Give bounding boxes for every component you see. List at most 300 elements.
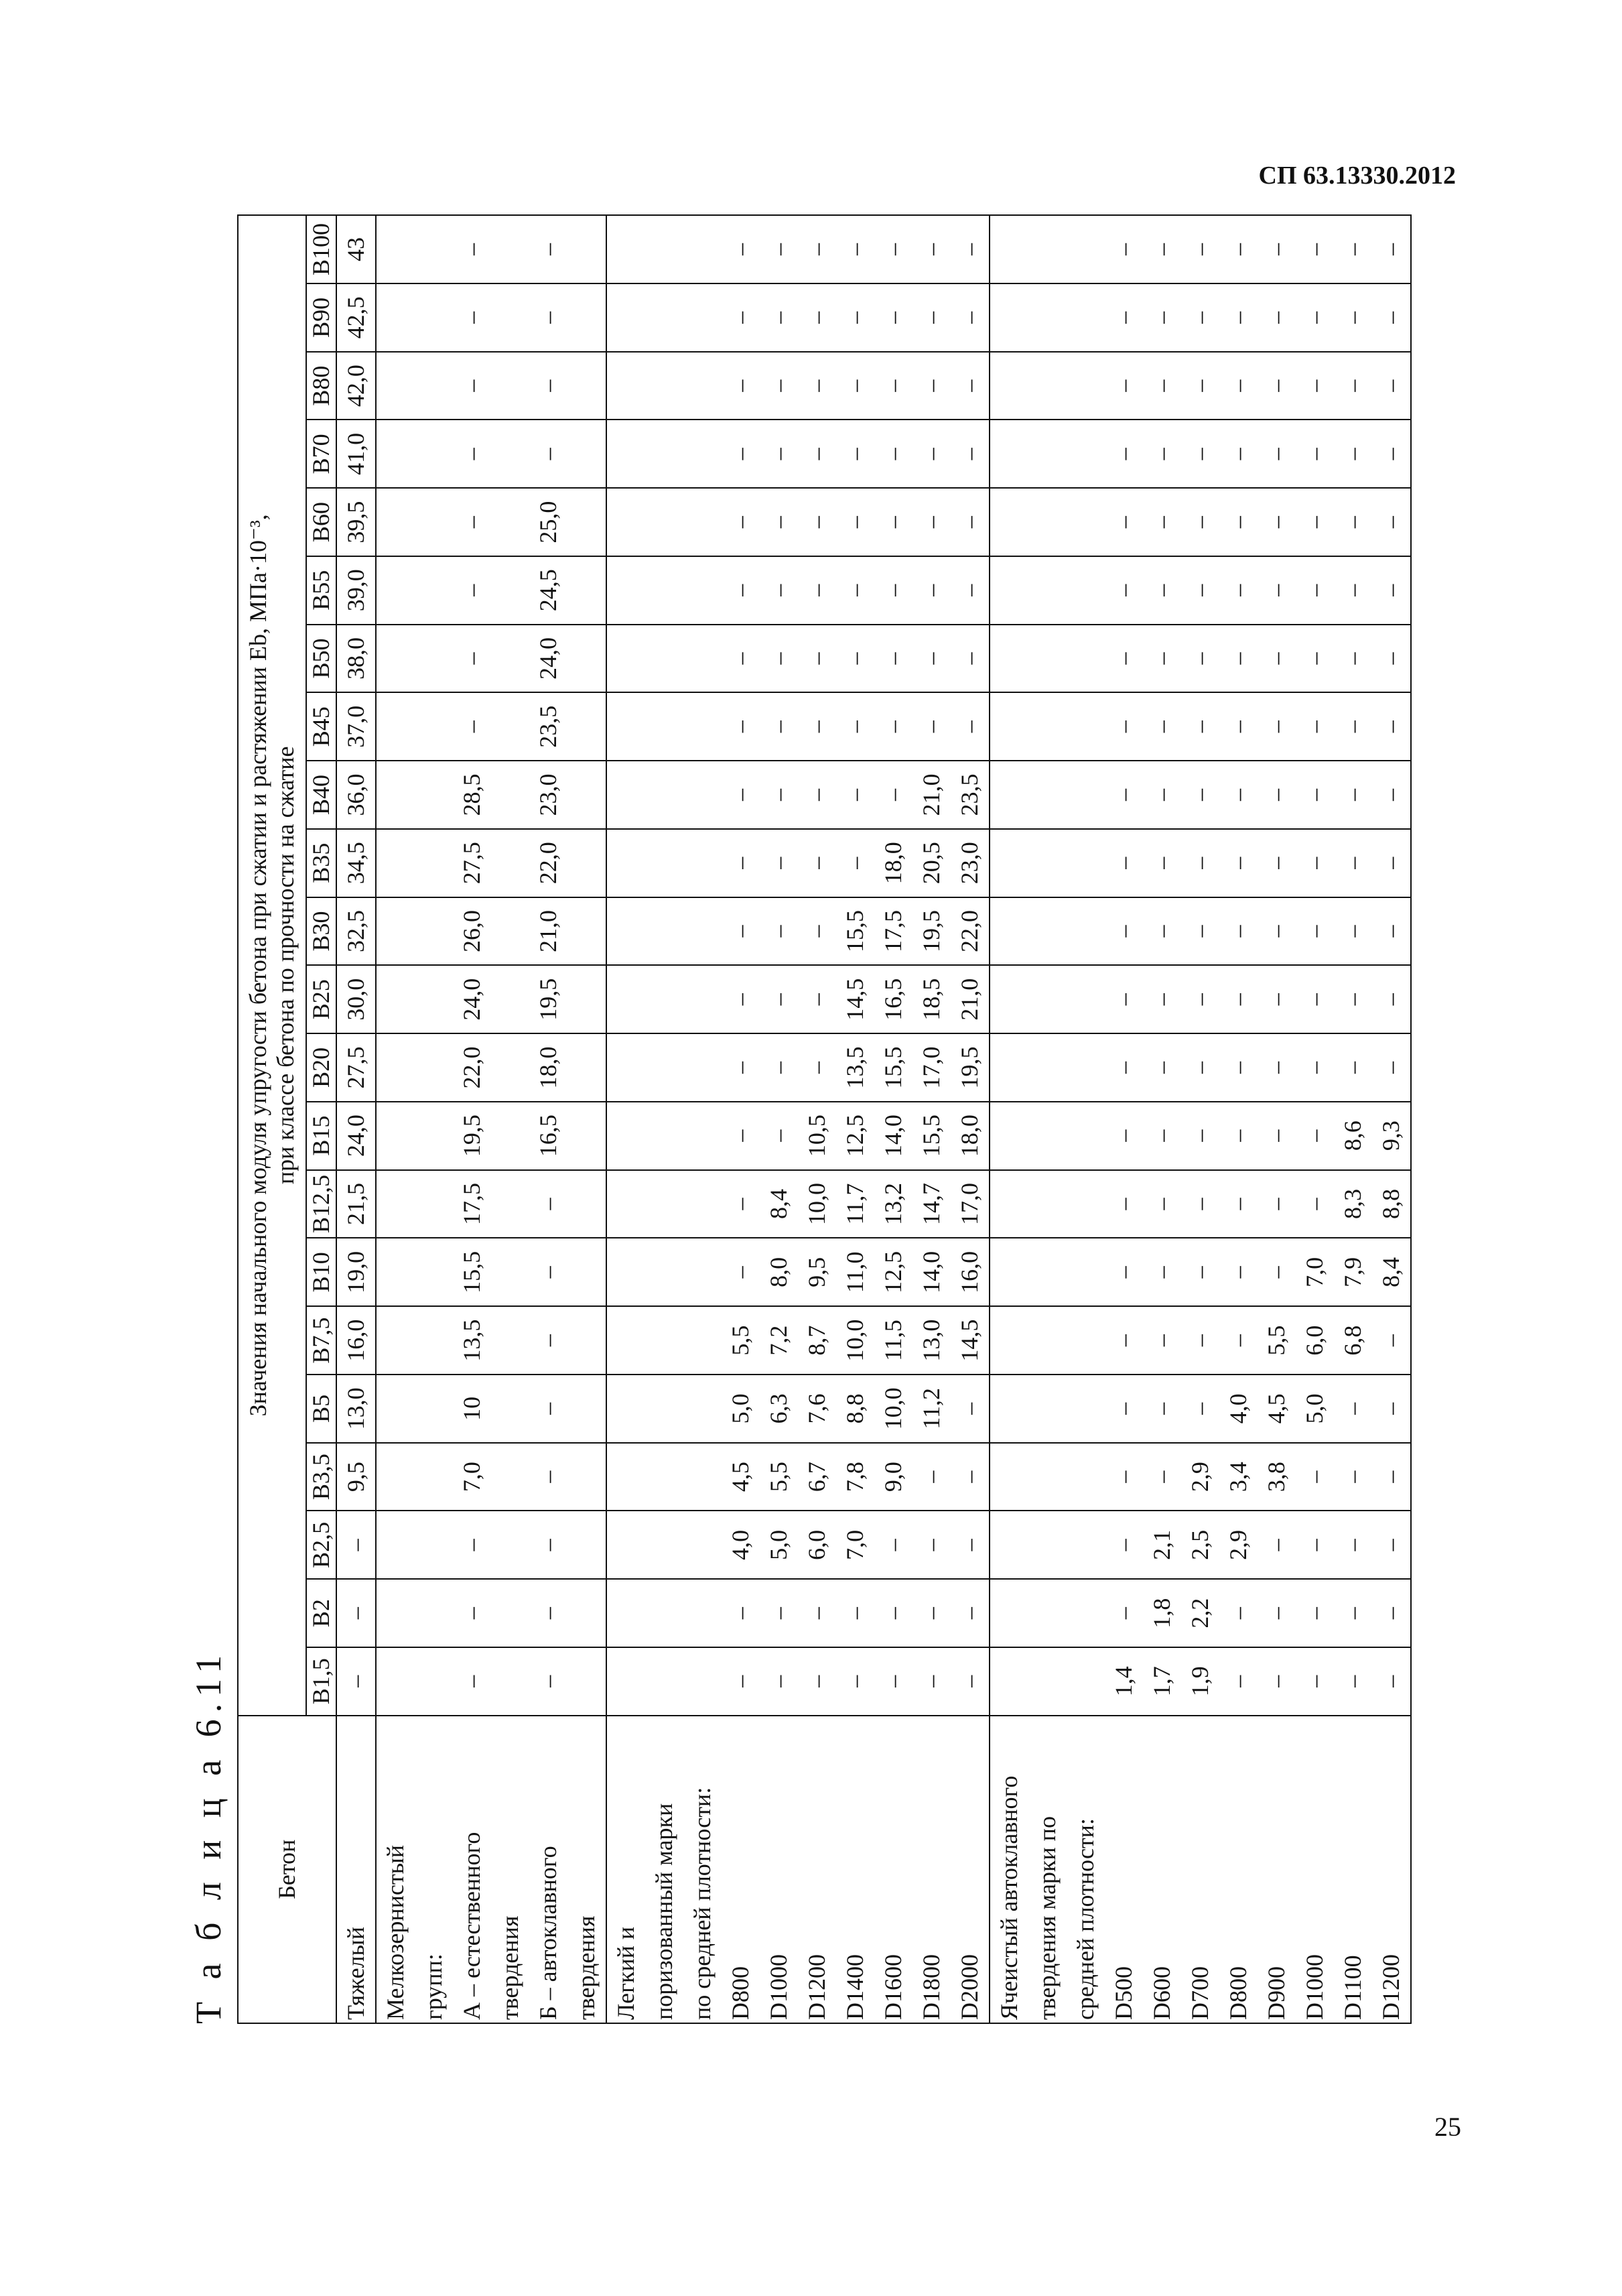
value-text: – [1301, 789, 1329, 801]
value-text: – [1110, 379, 1138, 392]
value-text: 4,5 [727, 1462, 754, 1492]
value-text: – [1148, 1334, 1176, 1347]
value-text: 15,5 [841, 909, 869, 952]
value-text: – [1377, 652, 1405, 665]
value-cell [376, 1102, 606, 1170]
class-header: B60 [306, 488, 336, 556]
value-text: – [1301, 516, 1329, 529]
document-code: СП 63.13330.2012 [1258, 162, 1456, 190]
value-text: 17,0 [918, 1046, 945, 1089]
value-cell [336, 352, 376, 420]
concrete-label-line: D2000 [956, 1954, 984, 2020]
value-text: 19,5 [535, 978, 562, 1021]
value-text: – [1339, 1061, 1367, 1074]
value-text: 18,0 [880, 842, 907, 885]
value-text: – [880, 584, 907, 596]
value-cell [990, 692, 1411, 761]
value-text: 24,0 [458, 978, 486, 1021]
value-text: 6,3 [765, 1393, 793, 1424]
value-text: – [841, 516, 869, 529]
value-text: – [1263, 993, 1290, 1006]
concrete-label-line: D1000 [1301, 1954, 1329, 2020]
value-text: 23,5 [535, 705, 562, 748]
value-text: – [727, 1129, 754, 1142]
value-text: 23,0 [535, 773, 562, 816]
value-text: – [1187, 720, 1214, 733]
value-text: – [1110, 448, 1138, 460]
value-text: – [1225, 652, 1252, 665]
class-header: B5 [306, 1375, 336, 1443]
value-text: 9,5 [803, 1257, 831, 1287]
value-cell [990, 1102, 1411, 1170]
value-text: – [458, 516, 486, 529]
value-text: – [1263, 379, 1290, 392]
value-text: – [1377, 720, 1405, 733]
value-text: 14,0 [880, 1114, 907, 1157]
value-text: – [727, 584, 754, 596]
value-text: – [918, 1470, 945, 1483]
concrete-type-cell [336, 1716, 376, 2023]
value-text: – [1225, 856, 1252, 869]
value-text: 14,7 [918, 1182, 945, 1225]
value-text: – [918, 1675, 945, 1687]
concrete-label-line: Тяжелый [342, 1927, 370, 2020]
value-cell [990, 1579, 1411, 1647]
value-text: – [803, 993, 831, 1006]
value-text: – [727, 652, 754, 665]
value-text: – [1148, 584, 1176, 596]
concrete-label-line: D1600 [880, 1954, 907, 2020]
class-header: B25 [306, 965, 336, 1033]
value-text: – [1301, 448, 1329, 460]
value-text: – [458, 243, 486, 255]
value-cell [990, 352, 1411, 420]
value-cell [990, 1170, 1411, 1238]
value-text: – [1148, 856, 1176, 869]
concrete-label-line: твердения [573, 1915, 600, 2020]
value-text: 21,5 [342, 1182, 370, 1225]
concrete-header: Бетон [238, 1716, 336, 2023]
value-cell [376, 1170, 606, 1238]
value-text: – [803, 652, 831, 665]
value-text: 10,5 [803, 1114, 831, 1157]
table-row [606, 215, 990, 2023]
value-text: – [1301, 1607, 1329, 1620]
value-text: 16,5 [880, 978, 907, 1021]
value-text: – [1225, 993, 1252, 1006]
value-text: – [1339, 311, 1367, 324]
value-text: 18,5 [918, 978, 945, 1021]
value-text: – [1339, 584, 1367, 596]
value-cell [376, 1033, 606, 1102]
value-text: – [1110, 720, 1138, 733]
value-text: – [1225, 789, 1252, 801]
value-text: – [1263, 1539, 1290, 1551]
value-text: – [803, 584, 831, 596]
value-text: – [1110, 243, 1138, 255]
value-text: 24,0 [535, 637, 562, 680]
value-text: – [1148, 789, 1176, 801]
value-text: – [458, 448, 486, 460]
concrete-label-line: твердения марки по [1034, 1816, 1061, 2020]
value-text: – [1339, 516, 1367, 529]
value-text: – [956, 720, 984, 733]
value-cell [990, 1647, 1411, 1716]
concrete-label-line: D700 [1187, 1966, 1214, 2020]
value-cell [336, 625, 376, 693]
value-cell [336, 1170, 376, 1238]
value-text: 8,0 [765, 1257, 793, 1287]
value-cell [990, 215, 1411, 283]
value-text: 7,6 [803, 1393, 831, 1424]
value-text: 8,8 [841, 1393, 869, 1424]
value-text: – [918, 1607, 945, 1620]
value-text: – [1263, 516, 1290, 529]
value-text: – [1263, 1198, 1290, 1210]
value-text: – [918, 448, 945, 460]
value-text: – [803, 1607, 831, 1620]
value-cell [606, 965, 990, 1033]
value-text: – [918, 584, 945, 596]
value-text: – [1187, 1129, 1214, 1142]
value-text: – [765, 1129, 793, 1142]
value-header-line1: Значения начального модуля упругости бетона при сжатии и растяжении Eb, МПа·10⁻³, [244, 514, 271, 1417]
class-header: B35 [306, 829, 336, 897]
value-text: – [1187, 516, 1214, 529]
value-text: 9,5 [342, 1462, 370, 1492]
value-text: – [1339, 243, 1367, 255]
value-cell [336, 1238, 376, 1306]
value-text: – [1377, 993, 1405, 1006]
value-text: – [1301, 1470, 1329, 1483]
value-text: – [918, 243, 945, 255]
value-text: – [727, 993, 754, 1006]
value-text: – [918, 516, 945, 529]
concrete-label-line: D1200 [1377, 1954, 1405, 2020]
page-number: 25 [1434, 2112, 1461, 2142]
value-text: 17,5 [458, 1182, 486, 1225]
value-text: – [880, 1607, 907, 1620]
value-text: 34,5 [342, 842, 370, 885]
class-header: B15 [306, 1102, 336, 1170]
value-text: – [1110, 993, 1138, 1006]
value-text: – [918, 1539, 945, 1551]
value-text: – [1339, 720, 1367, 733]
value-text: – [918, 652, 945, 665]
value-text: – [1148, 1470, 1176, 1483]
value-text: – [1263, 1129, 1290, 1142]
value-cell [336, 897, 376, 966]
value-text: – [1225, 448, 1252, 460]
value-text: – [918, 720, 945, 733]
value-text: – [1187, 584, 1214, 596]
value-text: – [1110, 856, 1138, 869]
value-cell [606, 352, 990, 420]
value-text: – [1339, 993, 1367, 1006]
value-text: – [1148, 993, 1176, 1006]
value-text: 30,0 [342, 978, 370, 1021]
value-text: – [1187, 925, 1214, 938]
value-text: – [765, 311, 793, 324]
value-text: 5,5 [765, 1462, 793, 1492]
value-text: 22,0 [458, 1046, 486, 1089]
value-text: – [1263, 1266, 1290, 1279]
value-text: – [1110, 925, 1138, 938]
value-text: – [1225, 720, 1252, 733]
value-text: – [1225, 379, 1252, 392]
value-text: – [1148, 652, 1176, 665]
value-text: 17,5 [880, 909, 907, 952]
value-text: – [727, 1198, 754, 1210]
value-text: 23,5 [956, 773, 984, 816]
value-text: – [535, 1198, 562, 1210]
value-text: 1,7 [1148, 1666, 1176, 1697]
value-text: – [727, 1266, 754, 1279]
value-cell [990, 420, 1411, 488]
value-text: – [1225, 1061, 1252, 1074]
value-text: – [1301, 1675, 1329, 1687]
value-text: – [1339, 1402, 1367, 1415]
value-cell [336, 488, 376, 556]
value-text: – [1263, 925, 1290, 938]
class-header: B55 [306, 556, 336, 625]
concrete-label-line: средней плотности: [1072, 1818, 1099, 2020]
value-text: – [1377, 1607, 1405, 1620]
concrete-label-line: групп: [420, 1954, 448, 2020]
value-cell [336, 1647, 376, 1716]
value-text: – [1339, 1470, 1367, 1483]
value-text: – [1263, 311, 1290, 324]
value-text: 7,0 [1301, 1257, 1329, 1287]
value-text: 8,6 [1339, 1121, 1367, 1151]
value-text: – [803, 1675, 831, 1687]
value-text: – [1225, 584, 1252, 596]
value-text: – [1377, 789, 1405, 801]
value-text: – [1187, 652, 1214, 665]
value-text: – [535, 1402, 562, 1415]
value-cell [336, 829, 376, 897]
value-text: – [880, 243, 907, 255]
value-text: – [1377, 516, 1405, 529]
value-text: – [1377, 243, 1405, 255]
class-header: B100 [306, 215, 336, 283]
value-text: – [1263, 1607, 1290, 1620]
value-cell [606, 488, 990, 556]
value-text: 19,5 [918, 909, 945, 952]
value-text: 13,2 [880, 1182, 907, 1225]
value-text: – [841, 1675, 869, 1687]
value-text: – [1301, 993, 1329, 1006]
class-header: B70 [306, 420, 336, 488]
concrete-label-line: D800 [1225, 1966, 1252, 2020]
value-cell [606, 1238, 990, 1306]
value-cell [606, 420, 990, 488]
elastic-modulus-table [237, 214, 1412, 2024]
value-text: – [458, 584, 486, 596]
value-text: – [765, 448, 793, 460]
concrete-label-line: D800 [727, 1966, 754, 2020]
table-row [336, 215, 376, 2023]
value-cell [376, 897, 606, 966]
value-text: – [535, 1675, 562, 1687]
value-text: 11,0 [841, 1251, 869, 1293]
value-text: 41,0 [342, 432, 370, 475]
value-text: – [1339, 856, 1367, 869]
value-text: 5,0 [1301, 1393, 1329, 1424]
value-text: 18,0 [535, 1046, 562, 1089]
value-text: – [1110, 1198, 1138, 1210]
value-text: – [1148, 516, 1176, 529]
concrete-label-line: А – естественного [458, 1832, 486, 2020]
value-text: – [1377, 1539, 1405, 1551]
value-text: 5,5 [1263, 1325, 1290, 1356]
value-cell [990, 897, 1411, 966]
concrete-label-line: D1800 [918, 1954, 945, 2020]
concrete-label-line: D900 [1263, 1966, 1290, 2020]
value-cell [336, 692, 376, 761]
value-cell [376, 1511, 606, 1579]
concrete-label-line: D1000 [765, 1954, 793, 2020]
value-cell [606, 1306, 990, 1375]
value-text: – [1377, 1675, 1405, 1687]
value-text: – [765, 584, 793, 596]
value-text: – [1263, 584, 1290, 596]
value-text: 8,8 [1377, 1188, 1405, 1219]
value-text: – [956, 379, 984, 392]
value-text: – [765, 652, 793, 665]
value-cell [606, 829, 990, 897]
value-text: 1,8 [1148, 1598, 1176, 1629]
value-cell [376, 352, 606, 420]
value-text: – [956, 652, 984, 665]
value-text: – [1187, 243, 1214, 255]
value-text: – [880, 1539, 907, 1551]
value-text: – [458, 379, 486, 392]
value-cell [336, 420, 376, 488]
value-text: – [1339, 1607, 1367, 1620]
value-text: 28,5 [458, 773, 486, 816]
value-text: – [1110, 1539, 1138, 1551]
value-text: – [1187, 1061, 1214, 1074]
class-header: B90 [306, 283, 336, 352]
value-cell [606, 1102, 990, 1170]
class-header: B7,5 [306, 1306, 336, 1375]
value-text: – [727, 1675, 754, 1687]
value-cell [336, 1511, 376, 1579]
table-row [376, 215, 606, 2023]
value-text: 42,0 [342, 365, 370, 407]
value-text: – [535, 448, 562, 460]
value-text: 32,5 [342, 909, 370, 952]
value-cell [606, 1443, 990, 1511]
value-text: – [342, 1539, 370, 1551]
value-text: 39,5 [342, 501, 370, 544]
value-text: 14,5 [841, 978, 869, 1021]
value-text: – [880, 448, 907, 460]
value-text: – [727, 243, 754, 255]
value-text: – [727, 379, 754, 392]
value-cell [606, 283, 990, 352]
value-text: 13,0 [342, 1387, 370, 1430]
value-text: – [1339, 925, 1367, 938]
value-cell [990, 1306, 1411, 1375]
value-text: – [841, 584, 869, 596]
class-header: B40 [306, 761, 336, 829]
value-text: 43 [342, 237, 370, 261]
value-text: 27,5 [458, 842, 486, 885]
value-text: 17,0 [956, 1182, 984, 1225]
value-text: – [1148, 925, 1176, 938]
value-text: – [1377, 1061, 1405, 1074]
class-header: B12,5 [306, 1170, 336, 1238]
value-text: – [1148, 1266, 1176, 1279]
value-text: – [1187, 993, 1214, 1006]
value-cell [376, 1443, 606, 1511]
value-text: – [458, 311, 486, 324]
value-text: – [1339, 448, 1367, 460]
class-header: B10 [306, 1238, 336, 1306]
value-cell [606, 1579, 990, 1647]
value-text: – [1301, 1129, 1329, 1142]
value-cell [606, 1375, 990, 1443]
value-text: – [535, 1334, 562, 1347]
value-text: – [803, 379, 831, 392]
value-cell [606, 692, 990, 761]
value-text: – [880, 789, 907, 801]
value-text: – [956, 1470, 984, 1483]
value-text: – [1110, 1607, 1138, 1620]
value-text: – [458, 720, 486, 733]
value-cell [336, 283, 376, 352]
value-text: – [1110, 789, 1138, 801]
value-cell [376, 965, 606, 1033]
value-text: – [1187, 789, 1214, 801]
value-text: – [841, 720, 869, 733]
value-text: 13,0 [918, 1319, 945, 1362]
value-text: 26,0 [458, 909, 486, 952]
value-text: – [727, 720, 754, 733]
value-cell [990, 1375, 1411, 1443]
value-cell [990, 1238, 1411, 1306]
class-header: B45 [306, 692, 336, 761]
value-text: 10 [458, 1396, 486, 1421]
value-text: – [918, 379, 945, 392]
value-text: 25,0 [535, 501, 562, 544]
value-text: 8,3 [1339, 1188, 1367, 1219]
value-cell [336, 761, 376, 829]
value-text: – [1263, 243, 1290, 255]
value-cell [376, 488, 606, 556]
concrete-label-line: Мелкозернистый [382, 1844, 409, 2020]
value-text: 2,5 [1187, 1529, 1214, 1560]
value-text: – [841, 1607, 869, 1620]
value-text: 7,9 [1339, 1257, 1367, 1287]
value-text: 5,0 [765, 1529, 793, 1560]
value-text: – [727, 516, 754, 529]
value-text: – [1301, 1539, 1329, 1551]
value-cell [336, 965, 376, 1033]
value-text: – [1187, 1402, 1214, 1415]
value-text: – [1225, 516, 1252, 529]
value-text: – [1110, 652, 1138, 665]
value-text: 10,0 [803, 1182, 831, 1225]
value-text: 2,9 [1225, 1529, 1252, 1560]
value-text: 8,4 [1377, 1257, 1405, 1287]
value-text: – [727, 311, 754, 324]
value-text: – [1148, 448, 1176, 460]
value-cell [606, 1647, 990, 1716]
rotated-table-block [188, 214, 1405, 2024]
